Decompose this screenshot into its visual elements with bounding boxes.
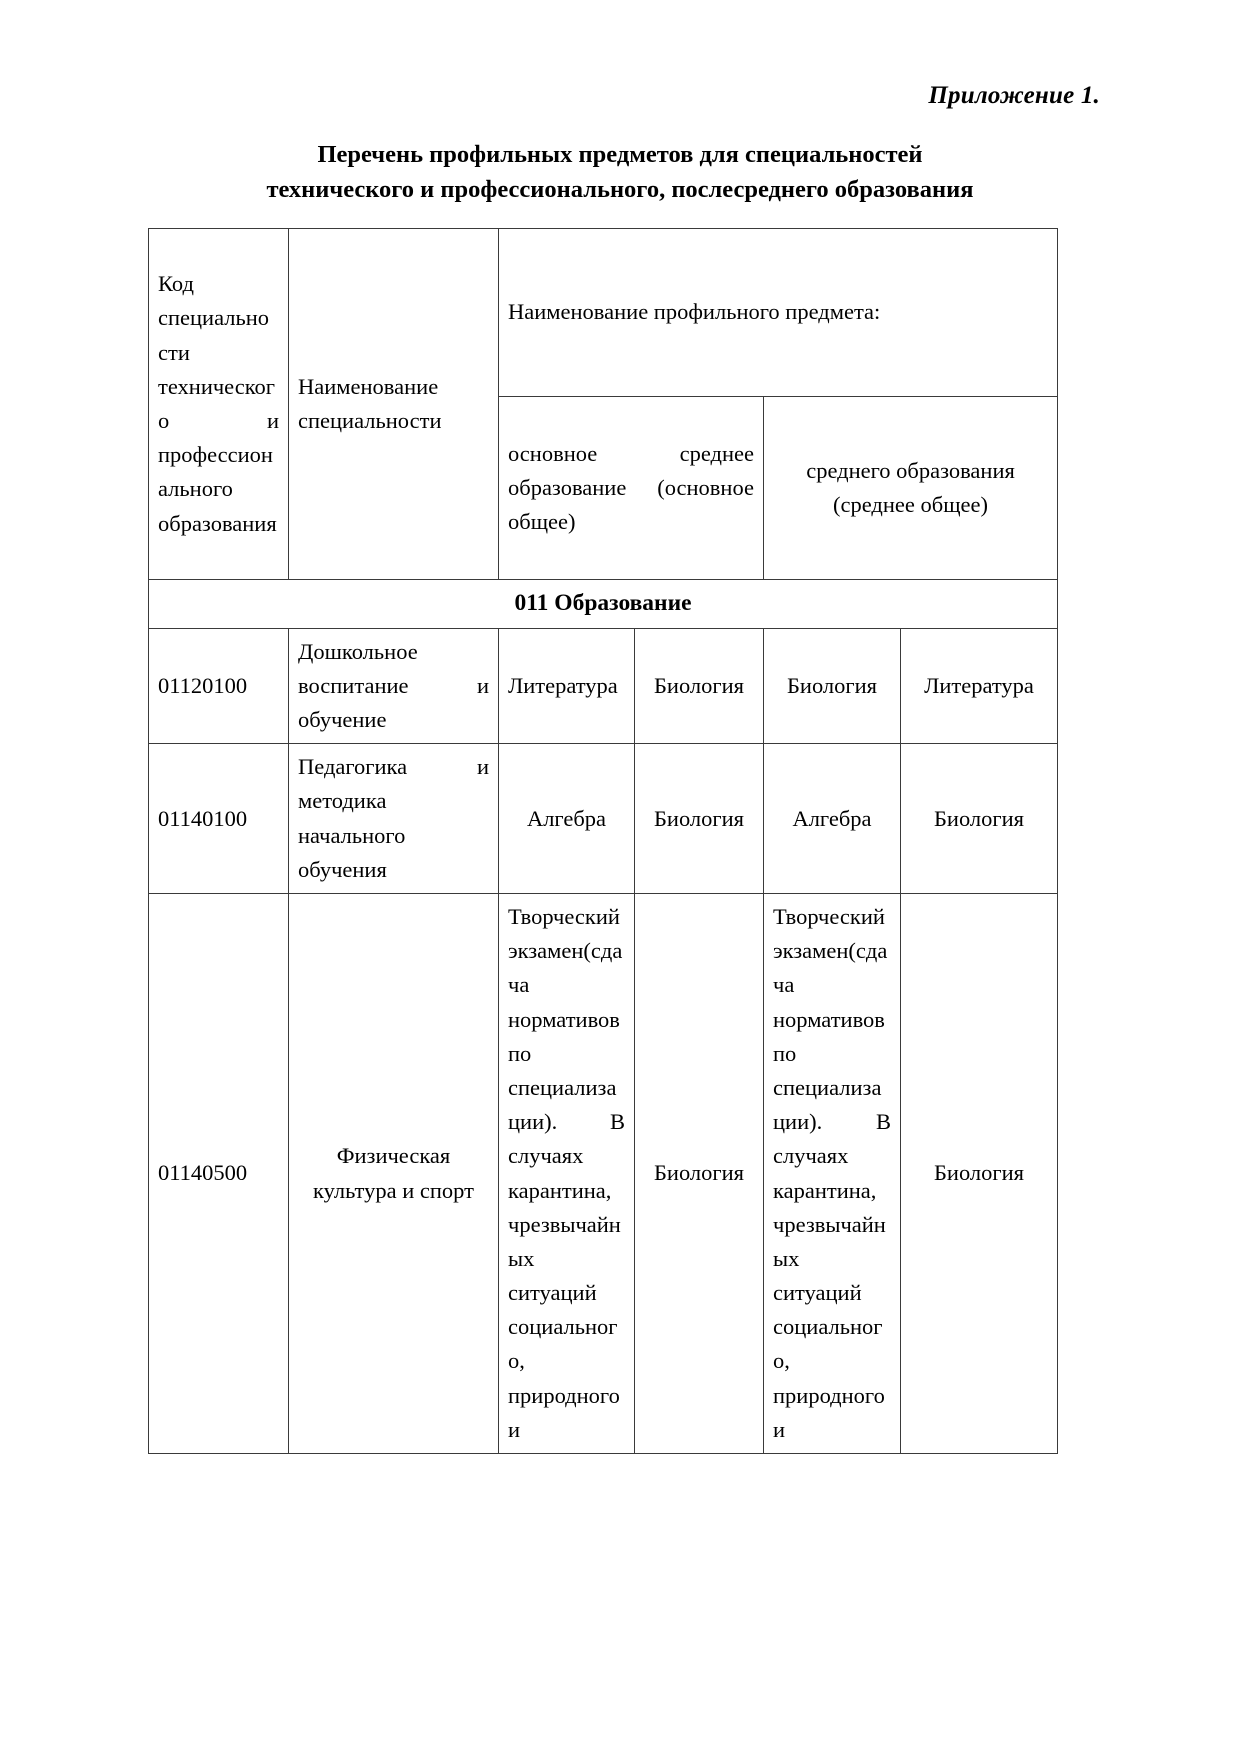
cell-secondary-subject-2: Литература: [901, 628, 1058, 744]
cell-code: 01140500: [149, 894, 289, 1454]
table-row: [149, 744, 1058, 894]
cell-specialty: Физическая культура и спорт: [289, 894, 499, 1454]
cell-code: 01120100: [149, 628, 289, 744]
table-row: [149, 628, 1058, 744]
section-title-011: 011 Образование: [149, 580, 1058, 629]
page-title: [150, 138, 1090, 208]
section-header-row: [149, 580, 1058, 629]
table-row: [149, 894, 1058, 1454]
header-specialty-column: Наименование специальности: [289, 229, 499, 580]
cell-basic-subject-2: Биология: [635, 744, 764, 894]
cell-specialty: Дошкольное воспитание и обучение: [289, 628, 499, 744]
cell-basic-subject-2: Биология: [635, 894, 764, 1454]
cell-secondary-subject-2: Биология: [901, 894, 1058, 1454]
table-header-row-1: [149, 229, 1058, 397]
appendix-label: Приложение 1.: [928, 82, 1100, 109]
header-code-column: Код специальности технического и профессионального образования: [149, 229, 289, 580]
cell-basic-subject-1: Алгебра: [499, 744, 635, 894]
cell-basic-subject-1: Литература: [499, 628, 635, 744]
cell-code: 01140100: [149, 744, 289, 894]
cell-secondary-subject-1: Биология: [764, 628, 901, 744]
cell-secondary-subject-1: Творческий экзамен(сдача нормативов по специализации). В случаях карантина, чрезвычайных ситуаций социального, природного и: [764, 894, 901, 1454]
header-subject-group: Наименование профильного предмета:: [499, 229, 1058, 397]
cell-specialty: Педагогика и методика начального обучения: [289, 744, 499, 894]
header-basic-education: основное среднее образование (основное общее): [499, 397, 764, 580]
cell-secondary-subject-2: Биология: [901, 744, 1058, 894]
page-title-line-1: Перечень профильных предметов для специальностей: [317, 141, 923, 168]
cell-secondary-subject-1: Алгебра: [764, 744, 901, 894]
page-title-line-2: технического и профессионального, послесреднего образования: [266, 175, 974, 203]
profile-subjects-table: [148, 228, 1058, 1454]
cell-basic-subject-1: Творческий экзамен(сдача нормативов по специализации). В случаях карантина, чрезвычайных ситуаций социального, природного и: [499, 894, 635, 1454]
cell-basic-subject-2: Биология: [635, 628, 764, 744]
header-secondary-education: среднего образования (среднее общее): [764, 397, 1058, 580]
